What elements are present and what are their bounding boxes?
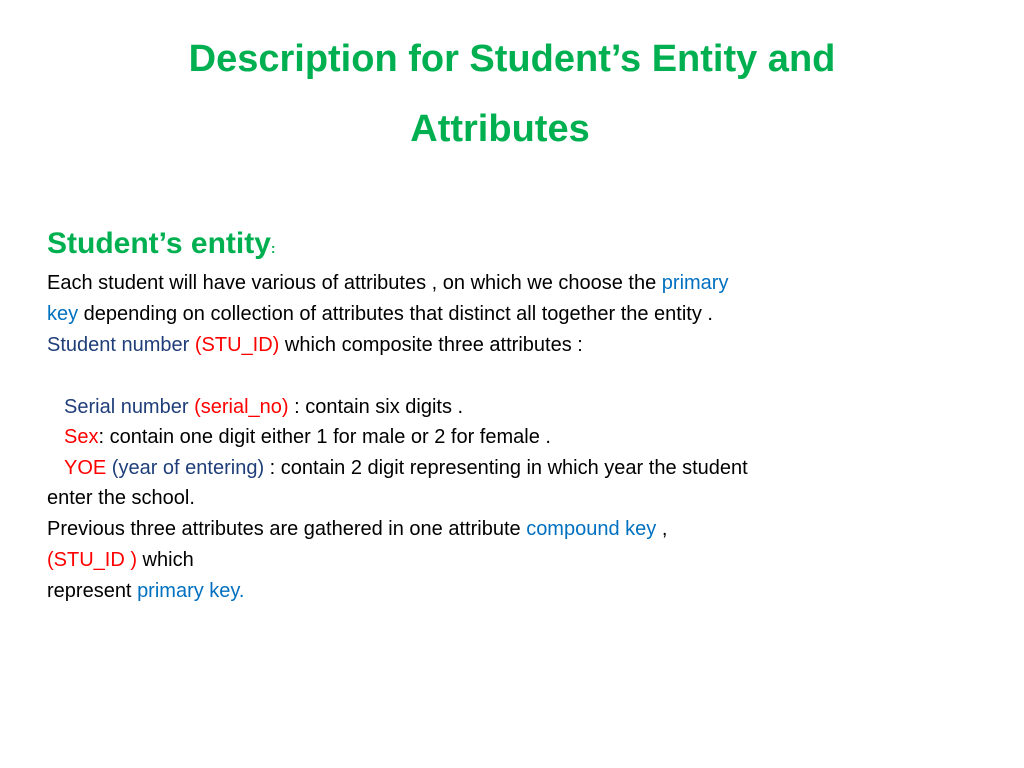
text-segment: (STU_ID ) — [47, 549, 137, 571]
body-line — [47, 333, 583, 357]
text-segment: depending on collection of attributes that distinct all together the entity . — [78, 303, 713, 325]
body-line — [47, 548, 194, 572]
section-heading-text: Student’s entity — [47, 227, 271, 260]
text-segment: (year of entering) — [106, 457, 265, 479]
text-segment: Sex — [64, 426, 99, 448]
text-segment: which composite three attributes : — [279, 334, 583, 356]
text-segment: : contain one digit either 1 for male or 2 for female . — [98, 426, 551, 448]
body-line — [64, 425, 551, 449]
section-heading — [47, 227, 276, 261]
text-segment: Each student will have various of attributes , on which we choose the — [47, 272, 662, 294]
text-segment: : contain six digits . — [288, 396, 464, 418]
body-line — [47, 579, 244, 603]
slide-title-line-2: Attributes — [410, 108, 590, 150]
text-segment: primary key. — [137, 580, 245, 602]
text-segment: key — [47, 303, 79, 325]
body-line — [47, 517, 667, 541]
text-segment: which — [137, 549, 194, 571]
text-segment: primary — [661, 272, 729, 294]
text-segment: represent — [47, 580, 138, 602]
body-line — [64, 456, 748, 480]
text-segment: (serial_no) — [194, 396, 289, 418]
body-line — [47, 302, 713, 326]
text-segment: enter the school. — [47, 487, 195, 509]
body-line — [64, 395, 463, 419]
text-segment: , — [656, 518, 668, 540]
text-segment: Previous three attributes are gathered in one attribute — [47, 518, 527, 540]
text-segment: : contain 2 digit representing in which year the student — [264, 457, 748, 479]
text-segment: Serial number — [64, 396, 195, 418]
text-segment: (STU_ID) — [194, 334, 280, 356]
text-segment: Student number — [47, 334, 195, 356]
text-segment: YOE — [64, 457, 107, 479]
text-segment: compound key — [526, 518, 657, 540]
section-heading-colon: : — [270, 240, 276, 256]
slide-title-line-1: Description for Student’s Entity and — [188, 38, 836, 80]
body-line — [47, 486, 195, 510]
body-line — [47, 271, 728, 295]
